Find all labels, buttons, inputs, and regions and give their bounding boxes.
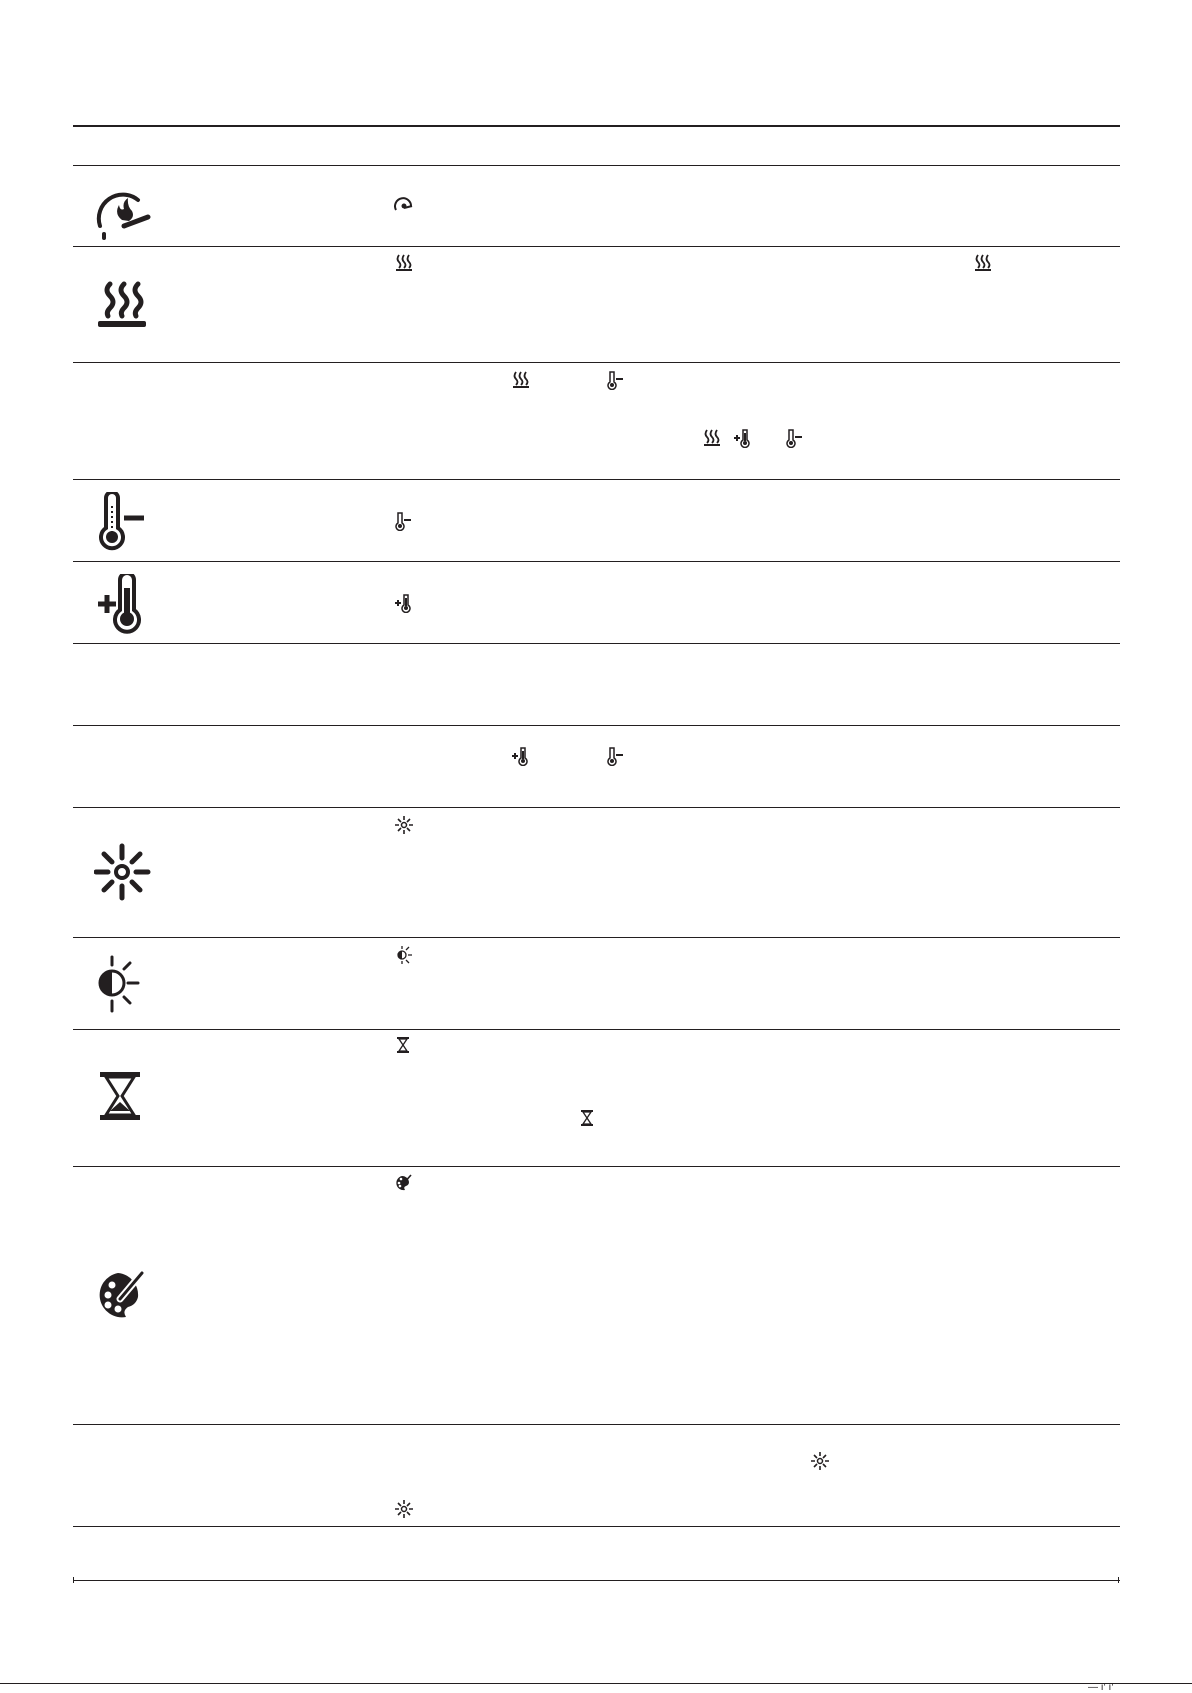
thermometer-minus-icon	[606, 370, 626, 390]
row-divider	[73, 643, 1120, 644]
burner-gauge-icon	[394, 195, 414, 215]
row-divider	[73, 1424, 1120, 1425]
hourglass-icon	[94, 1068, 154, 1128]
heat-waves-icon	[973, 253, 993, 273]
thermometer-minus-icon	[94, 492, 154, 552]
palette-icon	[94, 1269, 154, 1329]
half-sun-icon	[394, 945, 414, 965]
hourglass-icon	[394, 1035, 414, 1055]
table-top-rule	[73, 125, 1120, 127]
row-divider	[73, 246, 1120, 247]
thermometer-plus-icon	[394, 593, 414, 613]
row-divider	[73, 1166, 1120, 1167]
palette-icon	[394, 1174, 414, 1194]
sun-icon	[394, 815, 414, 835]
row-divider	[73, 937, 1120, 938]
page-marker: — ı‘ ı‘	[1088, 1682, 1114, 1693]
sun-icon	[394, 1499, 414, 1519]
half-sun-icon	[94, 955, 154, 1015]
row-divider	[73, 725, 1120, 726]
row-divider	[73, 807, 1120, 808]
table-bottom-rule	[73, 1580, 1120, 1581]
thermometer-minus-icon	[394, 511, 414, 531]
bottom-rule-tick	[73, 1577, 74, 1583]
heat-waves-icon	[511, 370, 531, 390]
thermometer-plus-icon	[511, 746, 531, 766]
sun-icon	[94, 842, 154, 902]
thermometer-minus-icon	[785, 428, 805, 448]
heat-waves-icon	[94, 278, 154, 338]
header-divider	[73, 165, 1120, 166]
bottom-rule-tick	[1118, 1577, 1119, 1583]
row-divider	[73, 362, 1120, 363]
sun-icon	[810, 1451, 830, 1471]
page-bottom-rule	[0, 1683, 1192, 1684]
row-divider	[73, 561, 1120, 562]
heat-waves-icon	[702, 428, 722, 448]
hourglass-icon	[578, 1108, 598, 1128]
thermometer-plus-icon	[733, 428, 753, 448]
burner-gauge-icon	[94, 184, 154, 244]
thermometer-minus-icon	[606, 746, 626, 766]
row-divider	[73, 1526, 1120, 1527]
heat-waves-icon	[394, 253, 414, 273]
row-divider	[73, 479, 1120, 480]
row-divider	[73, 1029, 1120, 1030]
thermometer-plus-icon	[94, 574, 154, 634]
